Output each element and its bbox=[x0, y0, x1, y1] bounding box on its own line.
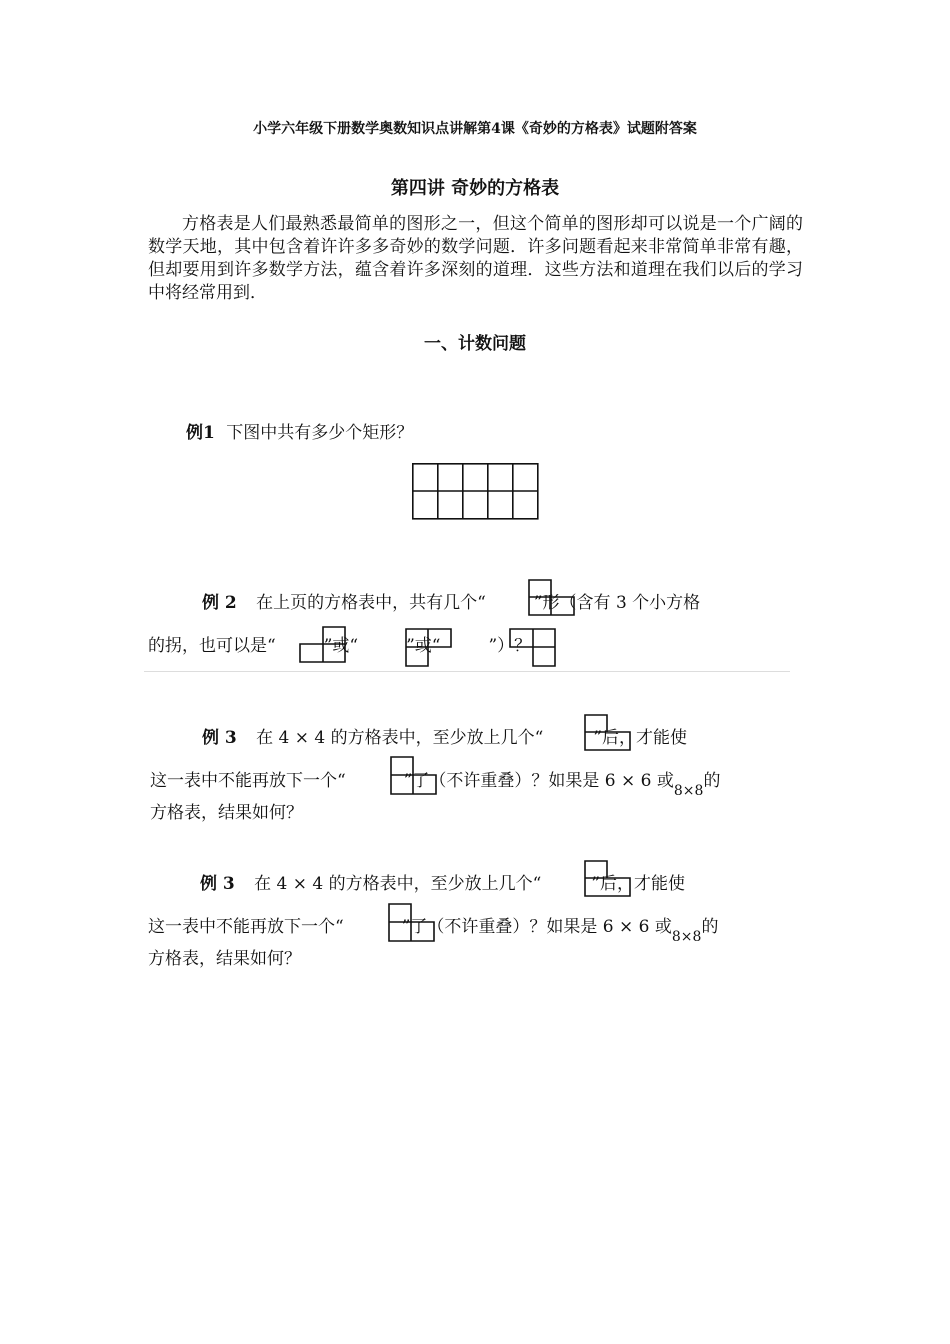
example-3b-text: 在 4 × 4 的方格表中，至少放上几个“ bbox=[254, 874, 542, 894]
l-tromino-variant-2 bbox=[405, 628, 453, 668]
lecture-title: 第四讲 奇妙的方格表 bbox=[390, 178, 560, 199]
intro-paragraph: 方格表是人们最熟悉最简单的图形之一，但这个简单的图形却可以说是一个广阔的数学天地，其中包含着许许多多奇妙的数学问题．许多问题看起来非常简单非常有趣，但却要用到许多数学方法，蕴含着许多深刻的道理．这些方法和道理在我们以后的学习中将经常用到． bbox=[148, 214, 803, 303]
l-tromino-shape bbox=[584, 714, 632, 752]
example-2-text: ”或“ bbox=[323, 636, 359, 656]
section-title: 一、计数问题 bbox=[424, 334, 526, 354]
page-divider bbox=[144, 671, 790, 672]
example-2-text: ”或“ bbox=[406, 636, 441, 656]
example-3a-text: 在 4 × 4 的方格表中，至少放上几个“ bbox=[256, 728, 544, 748]
example-2-text: 的拐，也可以是“ bbox=[148, 636, 276, 656]
example-3a-text: ”后，才能使 bbox=[593, 728, 688, 748]
example-1-label: 例1 bbox=[186, 423, 215, 443]
example-1 bbox=[186, 418, 413, 443]
example-2-label: 例 2 bbox=[202, 593, 237, 613]
l-tromino-shape bbox=[390, 756, 438, 796]
example-2-text: ”）？ bbox=[488, 636, 532, 656]
l-tromino-shape bbox=[528, 579, 576, 617]
l-tromino-variant-3 bbox=[509, 628, 557, 668]
example-3b-line-3: 方格表，结果如何？ bbox=[148, 949, 301, 969]
example-3b-text: 的 bbox=[701, 917, 719, 937]
example-3a-text: 8×8 bbox=[673, 783, 704, 799]
example-2-line-1 bbox=[202, 588, 700, 613]
example-3a-line-3: 方格表，结果如何？ bbox=[150, 803, 303, 823]
example-2-text: 在上页的方格表中，共有几个“ bbox=[256, 593, 486, 613]
example-3a-text: ”了（不许重叠）？如果是 6 × 6 或 bbox=[403, 771, 674, 791]
example-3b-text: 8×8 bbox=[671, 929, 702, 945]
example-1-question: 下图中共有多少个矩形？ bbox=[226, 423, 414, 443]
example-3b-label: 例 3 bbox=[200, 874, 235, 894]
rectangle-grid-figure bbox=[412, 463, 539, 520]
l-tromino-variant-1 bbox=[299, 626, 347, 664]
example-3b-text: ”后，才能使 bbox=[591, 874, 686, 894]
example-2-text: ”形（含有 3 个小方格 bbox=[533, 593, 701, 613]
example-3b-text: ”了（不许重叠）？如果是 6 × 6 或 bbox=[401, 917, 672, 937]
document-title: 小学六年级下册数学奥数知识点讲解第4课《奇妙的方格表》试题附答案 bbox=[253, 121, 697, 137]
example-3b-text: 这一表中不能再放下一个“ bbox=[148, 917, 344, 937]
l-tromino-shape bbox=[584, 860, 632, 898]
example-3a-text: 这一表中不能再放下一个“ bbox=[150, 771, 346, 791]
l-tromino-shape bbox=[388, 903, 436, 943]
example-3a-label: 例 3 bbox=[202, 728, 237, 748]
example-3a-text: 的 bbox=[703, 771, 721, 791]
